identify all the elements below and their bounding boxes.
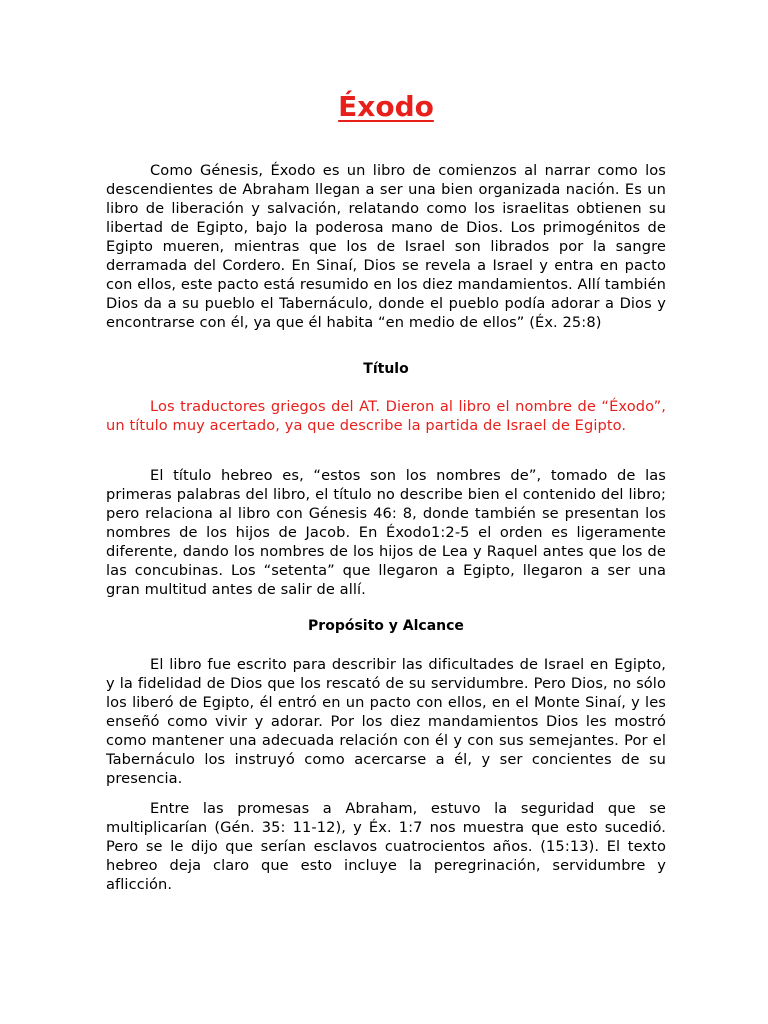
titulo-paragraph-red: Los traductores griegos del AT. Dieron al libro el nombre de “Éxodo”, un título muy acertado, ya que describe la partida de Israel de Egipto. (106, 398, 666, 434)
section-heading-proposito: Propósito y Alcance (308, 618, 464, 634)
proposito-paragraph-1: El libro fue escrito para describir las dificultades de Israel en Egipto, y la fidelidad de Dios que los rescató de su servidumbre. Pero Dios, no sólo los liberó de Egipto, él entró en un pacto con ellos, en el Monte Sinaí, y les enseñó como vivir y adorar. Por los diez mandamientos Dios les mostró como mantener una adecuada relación con él y con sus semejantes. Por el Tabernáculo los instruyó como acercarse a él, y ser concientes de su presencia. (106, 656, 666, 787)
section-heading-titulo: Título (363, 361, 409, 377)
titulo-paragraph: El título hebreo es, “estos son los nombres de”, tomado de las primeras palabras del libro, el título no describe bien el contenido del libro; pero relaciona al libro con Génesis 46: 8, donde también se presentan los nombres de los hijos de Jacob. En Éxodo1:2-5 el orden es ligeramente diferente, dando los nombres de los hijos de Lea y Raquel antes que los de las concubinas. Los “setenta” que llegaron a Egipto, llegaron a ser una gran multitud antes de salir de allí. (106, 467, 666, 598)
intro-paragraph: Como Génesis, Éxodo es un libro de comienzos al narrar como los descendientes de Abraham llegan a ser una bien organizada nación. Es un libro de liberación y salvación, relatando como los israelitas obtienen su libertad de Egipto, bajo la poderosa mano de Dios. Los primogénitos de Egipto mueren, mientras que los de Israel son librados por la sangre derramada del Cordero. En Sinaí, Dios se revela a Israel y entra en pacto con ellos, este pacto está resumido en los diez mandamientos. Allí también Dios da a su pueblo el Tabernáculo, donde el pueblo podía adorar a Dios y encontrarse con él, ya que él habita “en medio de ellos” (Éx. 25:8) (106, 162, 666, 331)
proposito-paragraph-2: Entre las promesas a Abraham, estuvo la seguridad que se multiplicarían (Gén. 35: 11-12), y Éx. 1:7 nos muestra que esto sucedió. Pero se le dijo que serían esclavos cuatrocientos años. (15:13). El texto hebreo deja claro que esto incluye la peregrinación, servidumbre y aflicción. (106, 800, 666, 893)
document-title: Éxodo (338, 90, 434, 123)
